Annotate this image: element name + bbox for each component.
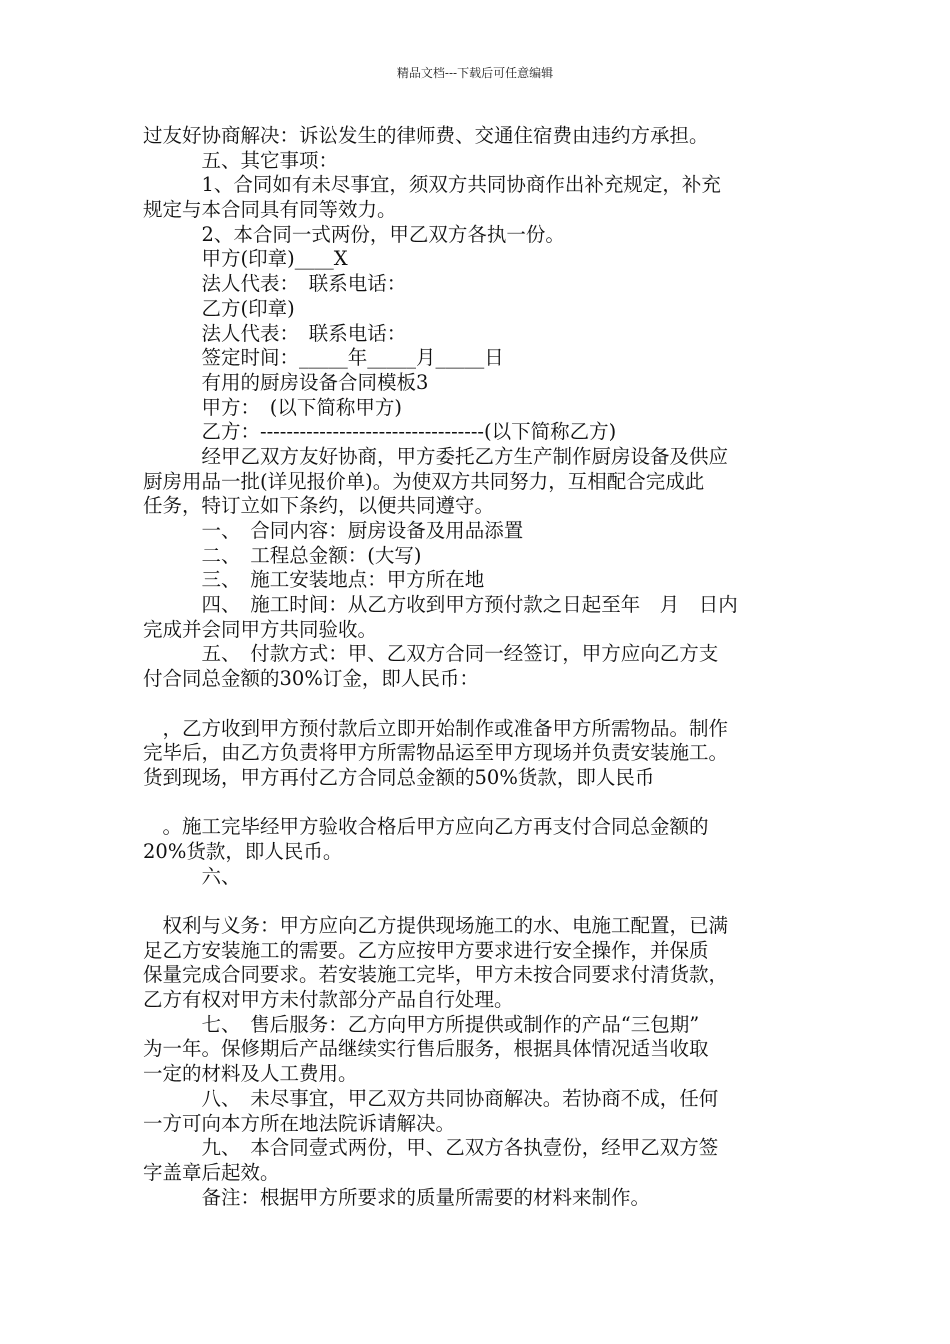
text-line: 任务，特订立如下条约，以便共同遵守。 xyxy=(143,494,495,518)
text-line: 五、其它事项： xyxy=(143,148,339,172)
text-line: 规定与本合同具有同等效力。 xyxy=(143,198,397,222)
text-line: 完成并会同甲方共同验收。 xyxy=(143,617,378,641)
text-line: 一定的材料及人工费用。 xyxy=(143,1062,358,1086)
text-line: 经甲乙双方友好协商，甲方委托乙方生产制作厨房设备及供应 xyxy=(143,444,729,468)
text-line: 字盖章后起效。 xyxy=(143,1160,280,1184)
text-line: 乙方(印章) xyxy=(143,296,295,320)
blank-line xyxy=(143,889,813,914)
text-line: 。施工完毕经甲方验收合格后甲方应向乙方再支付合同总金额的 xyxy=(143,815,709,839)
document-body xyxy=(143,124,813,1210)
text-line: 为一年。保修期后产品继续实行售后服务，根据具体情况适当收取 xyxy=(143,1037,709,1061)
text-line: 过友好协商解决：诉讼发生的律师费、交通住宿费由违约方承担。 xyxy=(143,124,709,147)
text-line: 乙方：----------------------------------(以下简称乙方) xyxy=(143,420,617,444)
text-line: 足乙方安装施工的需要。乙方应按甲方要求进行安全操作，并保质 xyxy=(143,938,709,962)
text-line: 保量完成合同要求。若安装施工完毕，甲方未按合同要求付清货款， xyxy=(143,963,729,987)
blank-line xyxy=(143,692,813,717)
text-line: 有用的厨房设备合同模板3 xyxy=(143,370,429,394)
text-line: 一、 合同内容：厨房设备及用品添置 xyxy=(143,519,524,542)
text-line: 完毕后，由乙方负责将甲方所需物品运至甲方现场并负责安装施工。 xyxy=(143,741,729,765)
text-line: 厨房用品一批(详见报价单)。为使双方共同努力，互相配合完成此 xyxy=(143,469,705,493)
text-line: ，乙方收到甲方预付款后立即开始制作或准备甲方所需物品。制作 xyxy=(143,716,729,740)
text-line: 六、 xyxy=(143,864,241,888)
text-line: 乙方有权对甲方未付款部分产品自行处理。 xyxy=(143,988,514,1012)
text-line: 二、 工程总金额：(大写) xyxy=(143,543,422,567)
text-line: 1、合同如有未尽事宜，须双方共同协商作出补充规定，补充 xyxy=(143,173,721,197)
text-line: 货到现场，甲方再付乙方合同总金额的50%货款，即人民币 xyxy=(143,765,655,789)
text-line: 签定时间：_____年_____月_____日 xyxy=(143,346,504,370)
text-line: 四、 施工时间：从乙方收到甲方预付款之日起至年 月 日内 xyxy=(143,593,738,617)
text-line: 一方可向本方所在地法院诉请解决。 xyxy=(143,1111,456,1135)
text-line: 七、 售后服务：乙方向甲方所提供或制作的产品“三包期” xyxy=(143,1012,700,1036)
text-line: 九、 本合同壹式两份，甲、乙双方各执壹份，经甲乙双方签 xyxy=(143,1136,719,1160)
text-line: 备注：根据甲方所要求的质量所需要的材料来制作。 xyxy=(143,1185,651,1209)
page-header: 精品文档---下载后可任意编辑 xyxy=(396,66,554,80)
text-line: 法人代表： 联系电话： xyxy=(143,321,407,345)
text-line: 20%货款，即人民币。 xyxy=(143,839,343,863)
text-line: 权利与义务：甲方应向乙方提供现场施工的水、电施工配置，已满 xyxy=(143,914,729,937)
text-line: 五、 付款方式：甲、乙双方合同一经签订，甲方应向乙方支 xyxy=(143,642,719,666)
text-line: 甲方： (以下简称甲方) xyxy=(143,395,402,419)
text-line: 法人代表： 联系电话： xyxy=(143,272,407,296)
text-line: 2、本合同一式两份，甲乙双方各执一份。 xyxy=(143,222,565,246)
text-line: 甲方(印章)____X xyxy=(143,247,348,271)
text-line: 三、 施工安装地点：甲方所在地 xyxy=(143,568,485,592)
text-line: 付合同总金额的30%订金，即人民币： xyxy=(143,667,479,691)
blank-line xyxy=(143,791,813,816)
text-line: 八、 未尽事宜，甲乙双方共同协商解决。若协商不成，任何 xyxy=(143,1086,719,1110)
